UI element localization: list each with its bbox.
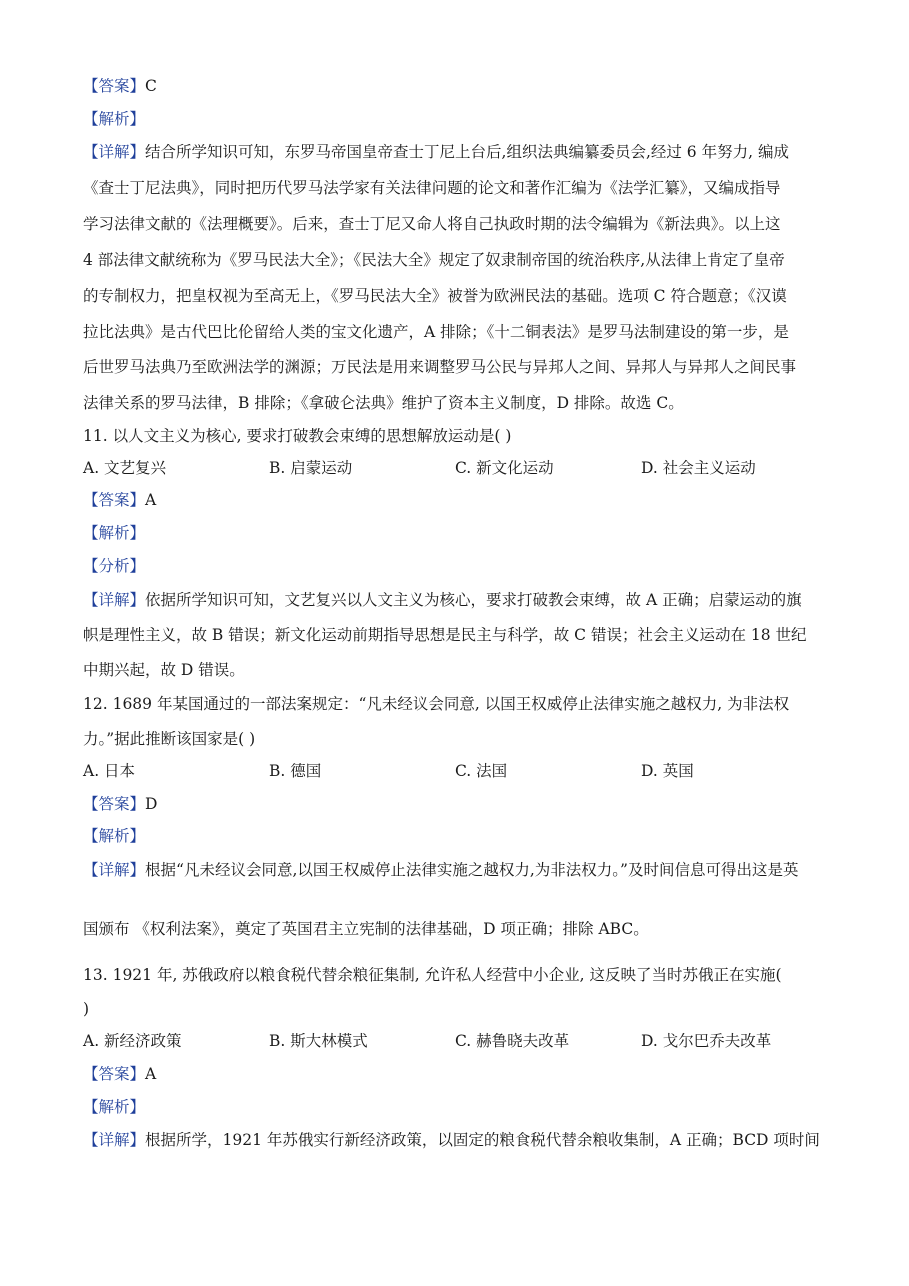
q10-answer: C — [145, 77, 157, 95]
q11-answer-row — [83, 490, 828, 510]
option-b: B. 斯大林模式 — [269, 1032, 368, 1050]
q10-detail-line: 4 部法律文献统称为《罗马民法大全》；《民法大全》规定了奴隶制帝国的统治秩序,从法律上肯定了皇帝 — [83, 251, 785, 269]
q11-question: 11. 以人文主义为核心, 要求打破教会束缚的思想解放运动是( ) — [83, 427, 512, 445]
option-a: A. 日本 — [83, 762, 136, 780]
answer-label: 【答案】 — [83, 491, 146, 509]
q10-detail-line: 《查士丁尼法典》，同时把历代罗马法学家有关法律问题的论文和著作汇编为《法学汇纂》，又编成指导 — [83, 179, 781, 197]
q12-question: 12. 1689 年某国通过的一部法案规定：“凡未经议会同意, 以国王权威停止法律实施之越权力, 为非法权 — [83, 695, 790, 713]
detail-label: 【详解】 — [83, 861, 146, 879]
option-b: B. 启蒙运动 — [269, 459, 353, 477]
q11-detail-line: 中期兴起，故 D 错误。 — [83, 661, 245, 679]
option-c: C. 法国 — [455, 762, 508, 780]
option-a: A. 新经济政策 — [83, 1032, 182, 1050]
detail-label: 【详解】 — [83, 143, 146, 161]
option-a: A. 文艺复兴 — [83, 459, 167, 477]
q12-answer-row — [83, 794, 828, 814]
q11-detail-line: 【详解】依据所学知识可知，文艺复兴以人文主义为核心，要求打破教会束缚，故 A 正确；启蒙运动的旗 — [83, 591, 802, 609]
q11-fenxi-row — [83, 556, 828, 576]
answer-label: 【答案】 — [83, 795, 146, 813]
q10-answer-row — [83, 76, 828, 96]
q11-options — [83, 458, 828, 478]
detail-label: 【详解】 — [83, 1131, 146, 1149]
answer-label: 【答案】 — [83, 77, 146, 95]
q13-detail-line: 【详解】根据所学，1921 年苏俄实行新经济政策，以固定的粮食税代替余粮收集制，A 正确；BCD 项时间 — [83, 1131, 820, 1149]
analysis-label: 【解析】 — [83, 827, 146, 845]
answer-label: 【答案】 — [83, 1065, 146, 1083]
q12-answer: D — [145, 795, 158, 813]
q11-answer: A — [145, 491, 157, 509]
q13-question: 13. 1921 年, 苏俄政府以粮食税代替余粮征集制, 允许私人经营中小企业, 这反映了当时苏俄正在实施( — [83, 966, 782, 984]
q10-detail-line: 的专制权力，把皇权视为至高无上，《罗马民法大全》被誉为欧洲民法的基础。选项 C 符合题意；《汉谟 — [83, 287, 787, 305]
q12-detail-line: 国颁布 《权利法案》，奠定了英国君主立宪制的法律基础，D 项正确；排除 ABC。 — [83, 920, 649, 938]
q13-analysis-row — [83, 1097, 828, 1117]
q13-options — [83, 1031, 828, 1051]
analysis-label: 【解析】 — [83, 1098, 146, 1116]
fenxi-label: 【分析】 — [83, 557, 146, 575]
option-d: D. 社会主义运动 — [641, 459, 756, 477]
q10-detail-line: 后世罗马法典乃至欧洲法学的渊源；万民法是用来调整罗马公民与异邦人之间、异邦人与异邦人之间民事 — [83, 358, 797, 376]
q10-detail-line: 【详解】结合所学知识可知，东罗马帝国皇帝查士丁尼上台后,组织法典编纂委员会,经过 6 年努力, 编成 — [83, 143, 789, 161]
q12-analysis-row — [83, 826, 828, 846]
q10-analysis-row — [83, 109, 828, 129]
q10-detail-line: 学习法律文献的《法理概要》。后来，查士丁尼又命人将自己执政时期的法令编辑为《新法典》。以上这 — [83, 215, 781, 233]
option-d: D. 戈尔巴乔夫改革 — [641, 1032, 772, 1050]
option-c: C. 新文化运动 — [455, 459, 554, 477]
option-c: C. 赫鲁晓夫改革 — [455, 1032, 570, 1050]
q11-detail-line: 帜是理性主义，故 B 错误；新文化运动前期指导思想是民主与科学，故 C 错误；社会主义运动在 18 世纪 — [83, 626, 807, 644]
q10-detail-line: 法律关系的罗马法律，B 排除；《拿破仑法典》维护了资本主义制度，D 排除。故选 C。 — [83, 394, 684, 412]
analysis-label: 【解析】 — [83, 110, 146, 128]
q12-options — [83, 761, 828, 781]
q10-detail-line: 拉比法典》是古代巴比伦留给人类的宝文化遗产，A 排除；《十二铜表法》是罗马法制建设的第一步，是 — [83, 323, 789, 341]
detail-label: 【详解】 — [83, 591, 146, 609]
analysis-label: 【解析】 — [83, 524, 146, 542]
q12-question: 力。”据此推断该国家是( ) — [83, 730, 256, 748]
q13-question: ) — [83, 1000, 90, 1018]
q12-detail-line: 【详解】根据“凡未经议会同意,以国王权威停止法律实施之越权力,为非法权力。”及时间信息可得出这是英 — [83, 861, 799, 879]
q13-answer-row — [83, 1064, 828, 1084]
option-d: D. 英国 — [641, 762, 694, 780]
q13-answer: A — [145, 1065, 157, 1083]
option-b: B. 德国 — [269, 762, 322, 780]
q11-analysis-row — [83, 523, 828, 543]
